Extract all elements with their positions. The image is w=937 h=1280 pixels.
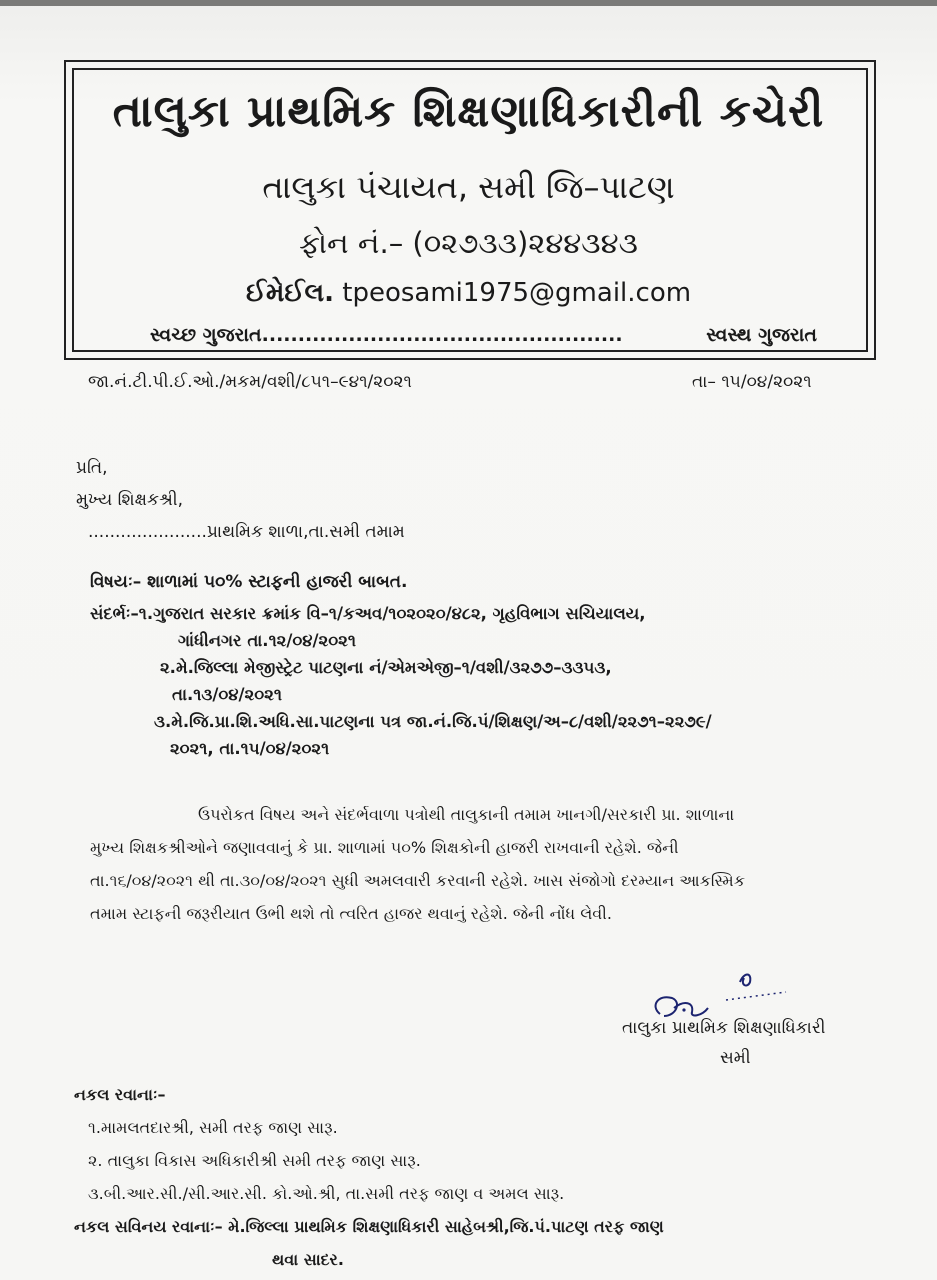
copy-vinay-line-2: થવા સાદર. xyxy=(272,1250,344,1269)
reference-line-1: સંદર્ભઃ–૧.ગુજરાત સરકાર ક્રમાંક વિ–૧/કઅવ/૧૦૨૦૨૦/૪૮૨, ગૃહવિભાગ સચિયાલય, xyxy=(90,604,646,623)
email-address: tpeosami1975@gmail.com xyxy=(342,278,692,308)
copies-heading: નકલ રવાનાઃ– xyxy=(74,1085,166,1104)
office-phone: ફોન નં.– (૦૨૭૩૩)૨૪૪૩૪૩ xyxy=(299,226,638,260)
body-line-1: ઉપરોકત વિષય અને સંદર્ભવાળા પત્રોથી તાલુકાની તમામ ખાનગી/સરકારી પ્રા. શાળાના xyxy=(198,805,735,824)
body-line-3: તા.૧૬/૦૪/૨૦૨૧ થી તા.૩૦/૦૪/૨૦૨૧ સુધી અમલવારી કરવાની રહેશે. ખાસ સંજોગો દરમ્યાન આકસ્મિક xyxy=(90,871,745,890)
reference-line-3: ૨.મે.જિલ્લા મેજીસ્ટ્રેટ પાટણના નં/એમએજી–૧/વશી/૩૨૭૭–૩૩૫૩, xyxy=(160,658,612,677)
copy-item-2: ૨. તાલુકા વિકાસ અધિકારીશ્રી સમી તરફ જાણ સારૂ. xyxy=(88,1151,421,1170)
office-subtitle: તાલુકા પંચાયત, સમી જિ–પાટણ xyxy=(262,168,675,206)
reference-line-2: ગાંધીનગર તા.૧૨/૦૪/૨૦૨૧ xyxy=(178,631,356,650)
addressee-school: ......................પ્રાથમિક શાળા,તા.સમી તમામ xyxy=(88,522,405,542)
office-email-line xyxy=(0,278,937,309)
body-line-4: તમામ સ્ટાફની જરૂરીયાત ઉભી થશે તો ત્વરિત હાજર થવાનું રહેશે. જેની નોંધ લેવી. xyxy=(90,904,612,923)
signatory-title: તાલુકા પ્રાથમિક શિક્ષણાધિકારી xyxy=(622,1018,826,1038)
reference-number: જા.નં.ટી.પી.ઈ.ઓ./મકમ/વશી/૮૫૧–૯૪૧/૨૦૨૧ xyxy=(88,372,412,392)
copy-vinay-line-1: નકલ સવિનય રવાનાઃ– મે.જિલ્લા પ્રાથમિક શિક્ષણાધિકારી સાહેબશ્રી,જિ.પં.પાટણ તરફ જાણ xyxy=(74,1217,664,1236)
body-line-2: મુખ્ય શિક્ષકશ્રીઓને જણાવવાનું કે પ્રા. શાળામાં ૫૦% શિક્ષકોની હાજરી રાખવાની રહેશે. જેની xyxy=(90,838,679,857)
slogan-line xyxy=(150,324,817,346)
addressee-to: મુખ્ય શિક્ષકશ્રી, xyxy=(76,490,184,510)
copies-block xyxy=(74,1078,664,1276)
slogan-dots: .................................................. xyxy=(261,324,623,346)
addressee-prati: પ્રતિ, xyxy=(76,458,108,478)
slogan-left: સ્વચ્છ ગુજરાત xyxy=(150,324,262,346)
office-title: તાલુકા પ્રાથમિક શિક્ષણાધિકારીની કચેરી xyxy=(112,86,825,137)
reference-line-6: ૨૦૨૧, તા.૧૫/૦૪/૨૦૨૧ xyxy=(170,739,330,758)
reference-line-5: ૩.મે.જિ.પ્રા.શિ.અધિ.સા.પાટણના પત્ર જા.નં.જિ.પં/શિક્ષણ/અ–૮/વશી/૨૨૭૧–૨૨૭૯/ xyxy=(154,712,712,731)
reference-date: તા– ૧૫/૦૪/૨૦૨૧ xyxy=(692,372,812,392)
letter-body xyxy=(90,798,866,930)
slogan-right: સ્વસ્થ ગુજરાત xyxy=(706,324,817,346)
references-block xyxy=(90,600,712,762)
reference-line-4: તા.૧૩/૦૪/૨૦૨૧ xyxy=(172,685,282,704)
handwritten-signature xyxy=(640,962,790,1026)
scan-edge-shadow xyxy=(0,0,937,6)
copy-item-1: ૧.મામલતદારશ્રી, સમી તરફ જાણ સારૂ. xyxy=(88,1118,338,1137)
copy-item-3: ૩.બી.આર.સી./સી.આર.સી. કો.ઓ.શ્રી, તા.સમી તરફ જાણ વ અમલ સારૂ. xyxy=(88,1184,565,1203)
addressee-block xyxy=(76,452,405,548)
signatory-place: સમી xyxy=(720,1048,751,1068)
email-label: ઈમેઈલ. xyxy=(245,278,334,308)
letter-subject: વિષયઃ– શાળામાં ૫૦% સ્ટાફની હાજરી બાબત. xyxy=(90,572,408,592)
